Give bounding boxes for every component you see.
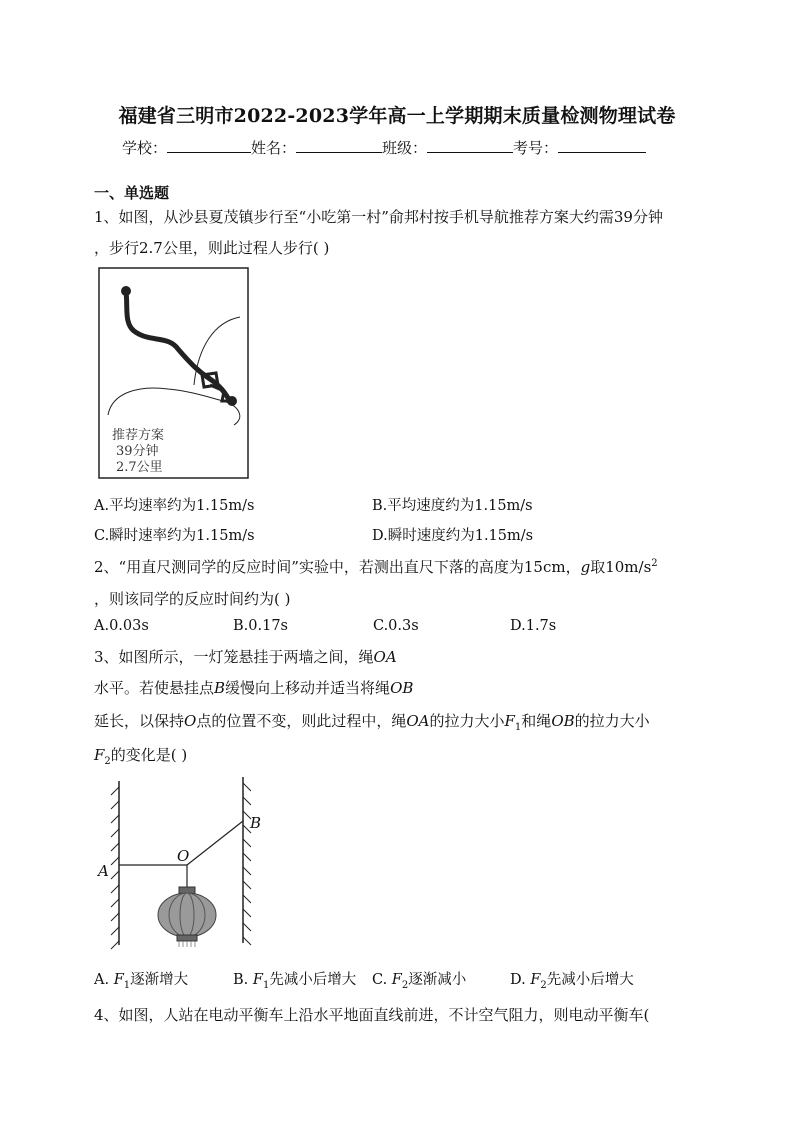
q2-line1	[94, 556, 658, 577]
q3-option-b-text: 先减小后增大	[269, 972, 357, 988]
q3-option-b[interactable]	[233, 968, 356, 991]
exam-title: 福建省三明市2022-2023学年高一上学期期末质量检测物理试卷	[118, 105, 676, 127]
q3-option-b-f: F	[252, 972, 263, 988]
q3-f2-symbol: F	[94, 746, 105, 764]
q3-line2	[94, 677, 413, 698]
q3-option-a[interactable]	[94, 968, 188, 991]
q3-option-c-text: 逐渐减小	[408, 972, 467, 988]
q1-option-a[interactable]: A.平均速率约为1.15m/s	[94, 498, 255, 514]
q3-text-3a: 延长，以保持	[94, 712, 185, 730]
q3-ob-symbol: OB	[390, 679, 414, 697]
q3-text-2b: 缓慢向上移动并适当将绳	[225, 679, 391, 697]
name-blank[interactable]	[296, 138, 382, 153]
q3-option-a-sub: 1	[123, 979, 131, 991]
q3-lantern-figure	[95, 775, 275, 950]
q3-line4	[94, 744, 187, 767]
q3-text-4: 的变化是( )	[110, 746, 188, 764]
q3-line3	[94, 710, 650, 733]
q3-oa-symbol: OA	[373, 648, 397, 666]
section-heading: 一、单选题	[94, 184, 170, 202]
q3-text-3b: 点的位置不变，则此过程中，绳	[196, 712, 407, 730]
q2-text-a: 2、“用直尺测同学的反应时间”实验中，若测出直尺下落的高度为15cm，	[94, 558, 581, 576]
q1-option-b[interactable]: B.平均速度约为1.15m/s	[372, 498, 533, 514]
q3-option-d[interactable]	[510, 968, 634, 991]
school-blank[interactable]	[167, 138, 251, 153]
exam-no-blank[interactable]	[558, 138, 646, 153]
name-label: 姓名：	[251, 139, 297, 157]
q3-text-3d: 和绳	[521, 712, 552, 730]
q3-text-3e: 的拉力大小	[574, 712, 650, 730]
q3-option-c-prefix: C.	[372, 972, 392, 988]
q3-label-b: B	[250, 814, 262, 832]
q2-superscript: 2	[651, 558, 658, 569]
q3-label-a: A	[98, 862, 109, 880]
q3-option-b-sub: 1	[262, 979, 270, 991]
q2-option-b[interactable]: B.0.17s	[233, 618, 288, 634]
student-info-line	[122, 137, 646, 158]
q3-option-d-f: F	[530, 972, 541, 988]
q3-option-d-prefix: D.	[510, 972, 531, 988]
q3-option-a-text: 逐渐增大	[130, 972, 189, 988]
q1-figure-text-1: 推荐方案	[112, 428, 165, 443]
q3-text-1a: 3、如图所示，一灯笼悬挂于两墙之间，绳	[94, 648, 374, 666]
q3-label-o: O	[177, 847, 190, 865]
q1-map-figure	[98, 267, 250, 481]
q3-option-c[interactable]	[372, 968, 466, 991]
q3-option-a-prefix: A.	[94, 972, 114, 988]
class-label: 班级：	[382, 139, 428, 157]
q3-line1	[94, 646, 397, 667]
q1-option-d[interactable]: D.瞬时速度约为1.15m/s	[372, 528, 534, 544]
q3-b-symbol: B	[214, 679, 226, 697]
q3-f1-sub: 1	[514, 722, 522, 733]
q3-ob-symbol-2: OB	[551, 712, 575, 730]
q1-line1: 1、如图，从沙县夏茂镇步行至“小吃第一村”俞邦村按手机导航推荐方案大约需39分钟	[94, 208, 663, 226]
q1-option-c[interactable]: C.瞬时速率约为1.15m/s	[94, 528, 255, 544]
q3-oa-symbol-2: OA	[406, 712, 430, 730]
q1-line2: ，步行2.7公里，则此过程人步行( )	[94, 239, 330, 257]
q1-figure-text-2: 39分钟	[116, 444, 159, 459]
q2-option-c[interactable]: C.0.3s	[373, 618, 419, 634]
class-blank[interactable]	[427, 138, 513, 153]
q2-text-b: 取10m/s	[590, 558, 652, 576]
q3-option-a-f: F	[113, 972, 124, 988]
q3-option-b-prefix: B.	[233, 972, 253, 988]
school-label: 学校：	[122, 139, 168, 157]
q2-option-a[interactable]: A.0.03s	[94, 618, 149, 634]
q3-text-3c: 的拉力大小	[429, 712, 505, 730]
q1-figure-text-3: 2.7公里	[116, 460, 163, 475]
q3-text-2a: 水平。若使悬挂点	[94, 679, 215, 697]
q2-option-d[interactable]: D.1.7s	[510, 618, 557, 634]
q3-option-c-f: F	[391, 972, 402, 988]
q2-line2: ，则该同学的反应时间约为( )	[94, 590, 291, 608]
q2-g-symbol: g	[580, 558, 591, 576]
exam-no-label: 考号：	[513, 139, 559, 157]
q3-option-d-text: 先减小后增大	[546, 972, 634, 988]
q3-option-c-sub: 2	[401, 979, 409, 991]
q3-f1-symbol: F	[504, 712, 515, 730]
q3-o-symbol: O	[184, 712, 197, 730]
q3-f2-sub: 2	[104, 756, 111, 767]
q4-line1: 4、如图，人站在电动平衡车上沿水平地面直线前进，不计空气阻力，则电动平衡车(	[94, 1006, 650, 1024]
q3-option-d-sub: 2	[540, 979, 547, 991]
